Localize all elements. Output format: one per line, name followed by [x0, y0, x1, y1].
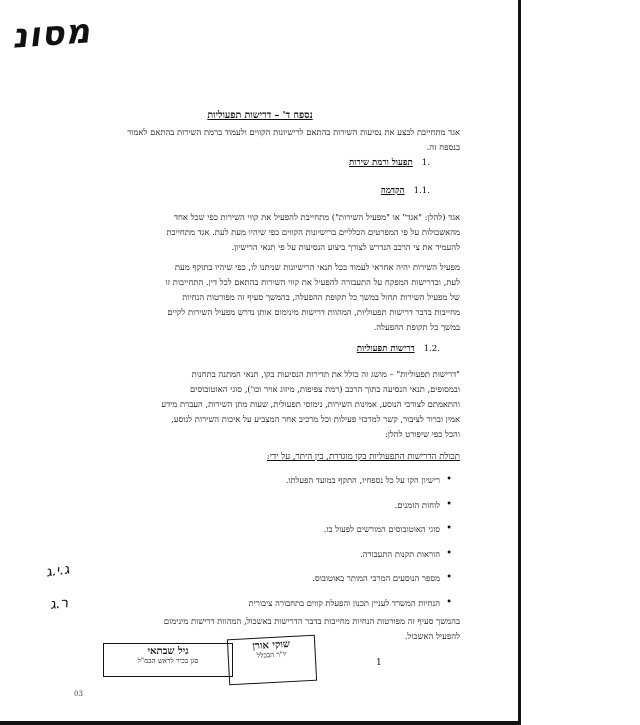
stamp-name: שוקי אורן: [252, 639, 291, 652]
section-1-1-paragraph-a: [80, 210, 460, 255]
document-title: נספח ד' – דרישות תפעוליות: [207, 110, 313, 121]
intro-line: בנספח זה.: [426, 142, 460, 152]
list-item-text: רישיון הקו על כל נספחיו, התקף במועד הפעלתו.: [285, 475, 440, 485]
paragraph-line: של מפעיל השירות תחול במשך כל תקופת ההפעלה, בהמשך סעיף זה מפורטות הנחיות: [182, 292, 460, 302]
paragraph-line: והכל כפי שיפורט להלן:: [384, 429, 460, 439]
section-number: .1.2: [423, 344, 440, 354]
stamp-subtitle: יו"ר הבכלל: [256, 650, 287, 660]
handwritten-note: ר.ג: [49, 595, 69, 613]
list-item-text: מספר הנוסעים המרבי המותר באוטובוס.: [312, 573, 440, 583]
bullet-icon: •: [446, 474, 452, 485]
list-item-text: הנחיות המשרד לעניין תכנון והפעלת קווים בתחבורה ציבורית: [248, 597, 440, 608]
list-item: [140, 474, 452, 499]
signature-stamp: [103, 643, 233, 677]
bullet-icon: •: [446, 523, 452, 534]
paragraph-line: אגד (להלן: "אגד" או "מפעיל השירות") מתחייבת להפעיל את קווי השירות כפי שכל אחד: [173, 212, 460, 222]
corner-number: 03: [74, 690, 83, 698]
intro-line: אגד מתחייבת לבצע את נסיעות השירות בהתאם לרישיונות הקווים ולעמוד ברמת השירות בהתאם לאמור: [127, 127, 460, 137]
bullet-icon: •: [446, 572, 452, 583]
section-label: הקדמה: [380, 186, 405, 196]
bullet-icon: •: [446, 596, 452, 608]
section-1-1-paragraph-b: [80, 260, 460, 335]
intro-paragraph: [80, 125, 460, 155]
list-item-text: סוגי האוטובוסים המורשים לפעול בו.: [323, 524, 440, 534]
list-item: [140, 547, 452, 573]
bullet-icon: •: [446, 498, 452, 510]
section-number: .1.1: [413, 186, 430, 196]
page-border-bottom: [0, 721, 521, 725]
requirements-subheading: תכולת הדרישות התפעוליות בקו מוגדרת, בין היתר, על ידי:: [266, 452, 460, 462]
blank-margin: [521, 0, 640, 725]
paragraph-line: מפעיל השירות יהיה אחראי לעמוד בכל תנאי הרישיונות שניתנו לו, כפי שיהיו בתוקף מעת: [174, 262, 460, 272]
paragraph-line: ובמסופים, תנאי הנסיעה בתוך הרכב (רמת צפיפות, מיזוג אויר וכו'), סוגי האוטובוסים: [189, 384, 460, 394]
bullet-icon: •: [446, 547, 452, 559]
handwritten-stamp: מסונ: [10, 11, 93, 57]
stamp-subtitle: סגן בכיר לראש הבמ"ל: [137, 657, 199, 665]
signature-stamp: [227, 635, 317, 686]
list-item-text: הוראות תקנות התעבורה.: [360, 548, 440, 559]
paragraph-line: להפעיל האשכול.: [404, 631, 460, 641]
page-number: 1: [376, 658, 382, 668]
list-item: [140, 523, 452, 548]
paragraph-line: במשך כל תקופת ההפעלה.: [373, 322, 460, 332]
list-item-text: לוחות הזמנים.: [394, 499, 440, 510]
list-item: [140, 498, 452, 524]
handwritten-note: ג.י.ג: [45, 561, 71, 581]
stamp-name: גיל שבתאי: [147, 646, 189, 657]
paragraph-line: מהאשכולות על פי המפרטים הכלליים ברישיונות הקווים כפי שיהיו מעת לעת. אגד מתחייבת: [166, 227, 460, 237]
paragraph-line: "דרישות תפעוליות" – מושג זה כולל את תדירות הנסיעות בקו, תנאי המתנה בתחנות: [191, 369, 460, 379]
paragraph-line: מחייבות בדבר דרישות תפעוליות, המהוות דרישות מינימום אותן נדרש מפעיל השירות לקיים: [167, 307, 460, 317]
paragraph-line: אמין וברור לציבור, קשר למרכזי פעילות וכל מרכיב אחר המצביע על איכות השירות לנוסע,: [171, 414, 460, 424]
requirements-list: [140, 474, 452, 621]
list-item: [140, 572, 452, 597]
section-1-heading: [349, 157, 430, 168]
section-1-2-heading: [357, 343, 440, 354]
section-label: דרישות תפעוליות: [356, 344, 415, 354]
paragraph-line: והתאמתם לצורכי הנוסע, אמינות השירות, נימוסי תפעולית, שעות מתן השירות, העברת מידע: [161, 399, 460, 409]
section-1-2-paragraph: [80, 367, 460, 442]
section-label: תפעול ורמת שירות: [349, 158, 413, 168]
section-1-1-heading: [381, 185, 430, 196]
paragraph-line: להעמיד את צי הרכב הנדרש לצורך ביצוע הנסיעות על פי תנאי הרישיון.: [231, 242, 460, 252]
paragraph-line: בהמשך סעיף זה מפורטות הנחיות מחייבות בדבר הדרישות באשכול, המהוות דרישות מינימום: [163, 616, 460, 626]
section-number: .1: [421, 158, 430, 168]
paragraph-line: לעת, ובדרישות המפקח על התעבורה להפעיל את קווי השירות בהתאם לכל דין. התחייבות זו: [165, 277, 460, 287]
